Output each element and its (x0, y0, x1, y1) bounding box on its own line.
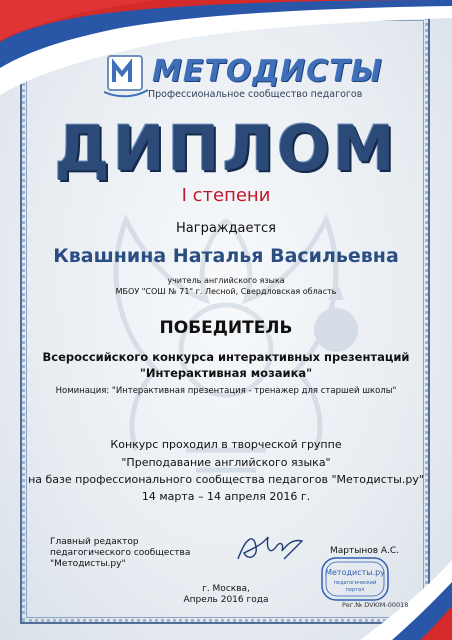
logo-mark-icon (100, 52, 152, 102)
diploma-degree: I степени (181, 185, 271, 206)
held-line: Конкурс проходил в творческой группе (110, 438, 342, 451)
registration-number: Рег.№ DVKIM-00018 (342, 601, 409, 609)
contest-subtitle: "Интерактивная мозаика" (139, 366, 313, 380)
editor-line-2: педагогического сообщества (50, 548, 191, 558)
recipient-name: Квашнина Наталья Васильевна (53, 245, 399, 267)
editor-block (50, 537, 190, 570)
diploma-title: ДИПЛОМ (54, 112, 398, 185)
signature (232, 527, 312, 567)
seal-sub-2: портал (345, 587, 365, 593)
metodisty-logo (100, 52, 383, 108)
seal-name: Методисты.ру (325, 568, 385, 577)
logo-subtitle: Профессиональное сообщество педагогов (148, 89, 363, 100)
signer-name: Мартынов А.С. (330, 546, 400, 556)
contest-name: Всероссийского конкурса интерактивных презентаций (42, 350, 410, 364)
nomination: Номинация: "Интерактивная презентация - тренажер для старшей школы" (55, 386, 397, 396)
editor-line-1: Главный редактор (50, 537, 139, 547)
result-title: ПОБЕДИТЕЛЬ (159, 318, 293, 338)
group-name: "Преподавание английского языка" (121, 456, 331, 469)
contest-dates: 14 марта – 14 апреля 2016 г. (141, 490, 311, 503)
recipient-position: учитель английского языка (167, 276, 285, 285)
issue-date: Апрель 2016 года (183, 595, 269, 605)
logo-name: МЕТОДИСТЫ (152, 54, 383, 89)
seal-stamp (321, 557, 389, 601)
community-base: на базе профессионального сообщества педагогов "Методисты.ру" (28, 473, 424, 486)
seal-sub-1: педагогический (333, 580, 377, 586)
recipient-school: МБОУ "СОШ № 71" г. Лесной, Свердловская область (115, 287, 337, 296)
editor-line-3: "Методисты.ру" (50, 559, 126, 569)
awarded-label: Награждается (176, 221, 276, 236)
issue-city: г. Москва, (202, 584, 250, 594)
